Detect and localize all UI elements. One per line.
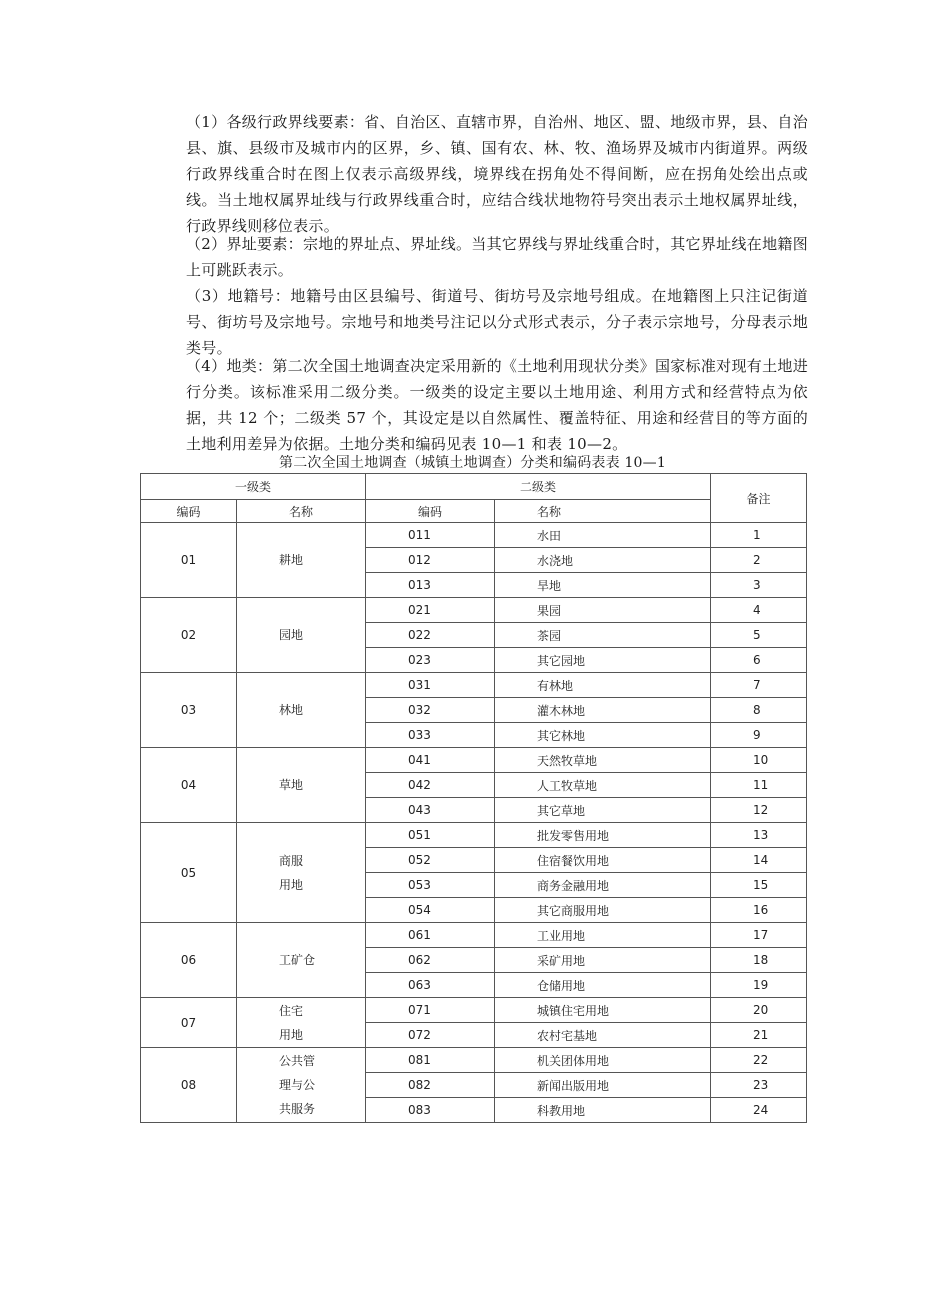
level1-name-line: 用地 [279,1027,304,1042]
level2-name-cell: 水田 [495,523,711,548]
level2-name-cell: 旱地 [495,573,711,598]
level1-code-cell: 01 [141,523,237,598]
paragraph-1 [148,109,808,239]
level1-name-line: 住宅 [279,1003,304,1018]
header-level2-code: 编码 [366,500,495,523]
note-cell: 11 [711,773,807,798]
level1-code-cell: 08 [141,1048,237,1123]
level2-code-cell: 063 [366,973,495,998]
level1-code-cell: 05 [141,823,237,923]
table-row [141,673,807,698]
level2-code-cell: 012 [366,548,495,573]
note-cell: 7 [711,673,807,698]
level1-name-cell [237,1048,366,1123]
level1-name-line: 共服务 [279,1102,316,1116]
level1-name-line: 林地 [279,703,304,717]
level1-name-line: 用地 [279,877,304,892]
table-caption: 第二次全国土地调查（城镇土地调查）分类和编码表表 10—1 [279,455,666,471]
level2-name-cell: 天然牧草地 [495,748,711,773]
paragraph-3-text: （3）地籍号：地籍号由区县编号、街道号、街坊号及宗地号组成。在地籍图上只注记街道号、街坊号及宗地号。宗地号和地类号注记以分式形式表示，分子表示宗地号，分母表示地类号。 [186,287,808,357]
note-cell: 19 [711,973,807,998]
header-level1-name: 名称 [237,500,366,523]
note-cell: 21 [711,1023,807,1048]
note-cell: 13 [711,823,807,848]
note-cell: 4 [711,598,807,623]
header-level1-code: 编码 [141,500,237,523]
level2-code-cell: 062 [366,948,495,973]
table-header-row-1 [141,474,807,500]
level1-name-line: 园地 [279,628,304,642]
level1-name-line: 公共管 [279,1054,316,1068]
level2-code-cell: 011 [366,523,495,548]
note-cell: 15 [711,873,807,898]
level2-name-cell: 机关团体用地 [495,1048,711,1073]
level1-code-cell: 03 [141,673,237,748]
level1-code-cell: 04 [141,748,237,823]
level2-name-cell: 批发零售用地 [495,823,711,848]
level1-name-cell [237,673,366,748]
level2-code-cell: 033 [366,723,495,748]
note-cell: 17 [711,923,807,948]
note-cell: 9 [711,723,807,748]
level2-code-cell: 023 [366,648,495,673]
level2-name-cell: 其它园地 [495,648,711,673]
paragraph-3 [148,283,808,361]
note-cell: 20 [711,998,807,1023]
level2-name-cell: 商务金融用地 [495,873,711,898]
level1-name-cell [237,748,366,823]
level2-code-cell: 043 [366,798,495,823]
table-row [141,1048,807,1073]
level1-name-line: 草地 [279,778,304,792]
level2-name-cell: 果园 [495,598,711,623]
level2-code-cell: 053 [366,873,495,898]
level2-name-cell: 其它林地 [495,723,711,748]
note-cell: 8 [711,698,807,723]
level2-code-cell: 021 [366,598,495,623]
table-row [141,748,807,773]
table-row [141,823,807,848]
level2-name-cell: 农村宅基地 [495,1023,711,1048]
level2-code-cell: 061 [366,923,495,948]
note-cell: 1 [711,523,807,548]
level2-name-cell: 仓储用地 [495,973,711,998]
level2-code-cell: 013 [366,573,495,598]
level2-code-cell: 072 [366,1023,495,1048]
note-cell: 6 [711,648,807,673]
level2-name-cell: 工业用地 [495,923,711,948]
level1-code-cell: 06 [141,923,237,998]
level1-code-cell: 07 [141,998,237,1048]
level2-code-cell: 083 [366,1098,495,1123]
table-row [141,923,807,948]
level1-name-line: 商服 [279,853,304,868]
level2-code-cell: 031 [366,673,495,698]
note-cell: 3 [711,573,807,598]
header-level2-name: 名称 [495,500,711,523]
level2-name-cell: 有林地 [495,673,711,698]
level1-name-cell [237,598,366,673]
header-level2: 二级类 [366,474,711,500]
level2-code-cell: 071 [366,998,495,1023]
level2-name-cell: 人工牧草地 [495,773,711,798]
note-cell: 18 [711,948,807,973]
paragraph-4-text: （4）地类：第二次全国土地调查决定采用新的《土地利用现状分类》国家标准对现有土地进行分类。该标准采用二级分类。一级类的设定主要以土地用途、利用方式和经营特点为依据，共 12 个；二级类 57 个，其设定是以自然属性、覆盖特征、用途和经营目的等方面的土地利用差异为依据。土地分类和编码见表 10—1 和表 10—2。 [186,357,808,453]
level2-code-cell: 052 [366,848,495,873]
paragraph-1-text: （1）各级行政界线要素：省、自治区、直辖市界，自治州、地区、盟、地级市界，县、自治县、旗、县级市及城市内的区界，乡、镇、国有农、林、牧、渔场界及城市内街道界。两级行政界线重合时在图上仅表示高级界线，境界线在拐角处不得间断，应在拐角处绘出点或线。当土地权属界址线与行政界线重合时，应结合线状地物符号突出表示土地权属界址线，行政界线则移位表示。 [186,113,808,235]
level1-name-line: 工矿仓 [279,953,316,967]
paragraph-4 [148,353,808,457]
level1-name-cell [237,523,366,598]
note-cell: 16 [711,898,807,923]
note-cell: 23 [711,1073,807,1098]
paragraph-2-text: （2）界址要素：宗地的界址点、界址线。当其它界线与界址线重合时，其它界址线在地籍图上可跳跃表示。 [186,235,808,279]
table-row [141,523,807,548]
level2-name-cell: 住宿餐饮用地 [495,848,711,873]
note-cell: 22 [711,1048,807,1073]
level1-name-line: 耕地 [279,553,304,567]
level2-code-cell: 042 [366,773,495,798]
note-cell: 12 [711,798,807,823]
land-classification-table [140,473,807,1123]
level1-code-cell: 02 [141,598,237,673]
level2-name-cell: 新闻出版用地 [495,1073,711,1098]
level2-code-cell: 054 [366,898,495,923]
level2-name-cell: 茶园 [495,623,711,648]
level1-name-cell [237,998,366,1048]
level2-code-cell: 082 [366,1073,495,1098]
note-cell: 10 [711,748,807,773]
level2-name-cell: 水浇地 [495,548,711,573]
level2-code-cell: 051 [366,823,495,848]
note-cell: 2 [711,548,807,573]
note-cell: 24 [711,1098,807,1123]
level2-name-cell: 科教用地 [495,1098,711,1123]
note-cell: 14 [711,848,807,873]
table-body [141,523,807,1123]
level1-name-cell [237,923,366,998]
table-row [141,998,807,1023]
level2-code-cell: 032 [366,698,495,723]
level1-name-cell [237,823,366,923]
paragraph-2 [148,231,808,283]
level2-name-cell: 城镇住宅用地 [495,998,711,1023]
level2-code-cell: 041 [366,748,495,773]
level1-name-line: 理与公 [279,1078,316,1092]
level2-code-cell: 081 [366,1048,495,1073]
level2-name-cell: 灌木林地 [495,698,711,723]
level2-code-cell: 022 [366,623,495,648]
table-header-row-2 [141,500,807,523]
level2-name-cell: 采矿用地 [495,948,711,973]
level2-name-cell: 其它商服用地 [495,898,711,923]
table-row [141,598,807,623]
header-level1: 一级类 [141,474,366,500]
header-note: 备注 [711,474,807,523]
note-cell: 5 [711,623,807,648]
level2-name-cell: 其它草地 [495,798,711,823]
